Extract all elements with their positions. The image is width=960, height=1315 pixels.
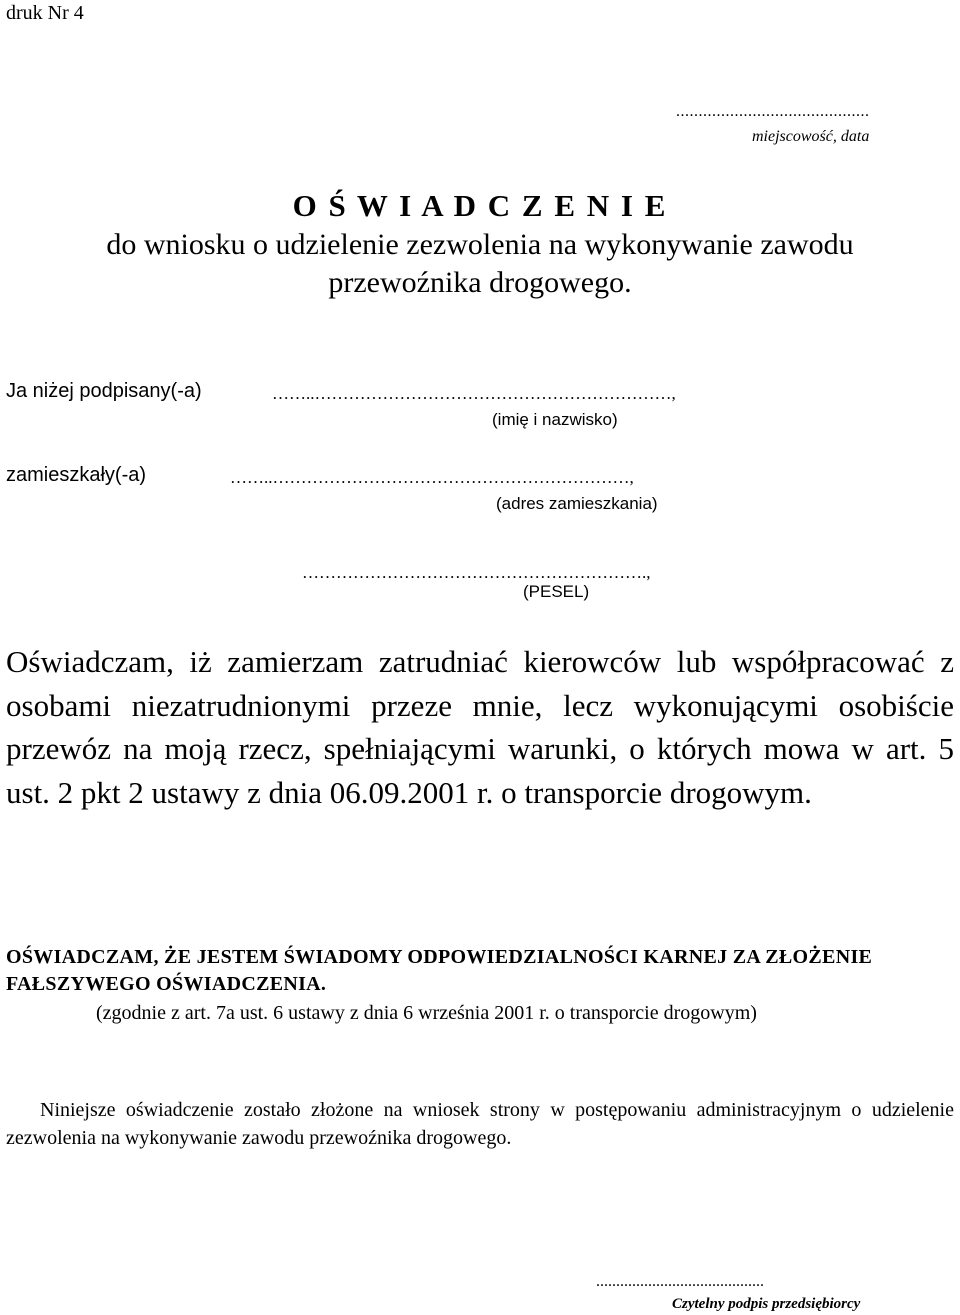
document-subtitle-line-2: przewoźnika drogowego.	[328, 266, 632, 299]
pesel-field-line: …………………………………………………….,	[302, 563, 651, 582]
pesel-field-hint: (PESEL)	[523, 582, 590, 601]
document-title: O Ś W I A D C Z E N I E	[292, 188, 668, 223]
address-field-line: ……..………………………………………………………,	[230, 468, 634, 487]
address-field-label: zamieszkały(-a)	[6, 464, 147, 486]
name-field-hint: (imię i nazwisko)	[492, 410, 618, 429]
name-field-label: Ja niżej podpisany(-a)	[6, 380, 202, 402]
signature-line: ..........................................	[596, 1273, 764, 1290]
place-date-line: ...........................................	[676, 103, 870, 120]
declaration-paragraph: Oświadczam, iż zamierzam zatrudniać kierowców lub współpracować z osobami niezatrudnionymi przeze mnie, lecz wykonującymi osobiście przewóz na moją rzecz, spełniającymi warunki, o których mowa w art. 5 ust. 2 pkt 2 ustawy z dnia 06.09.2001 r. o transporcie drogowym.	[6, 644, 954, 810]
place-date-label: miejscowość, data	[752, 128, 870, 145]
document-number: druk Nr 4	[6, 2, 84, 24]
document-subtitle-line-1: do wniosku o udzielenie zezwolenia na wykonywanie zawodu	[106, 228, 854, 261]
submission-note: Niniejsze oświadczenie zostało złożone na wniosek strony w postępowaniu administracyjnym o udzielenie zezwolenia na wykonywanie zawodu przewoźnika drogowego.	[6, 1099, 954, 1149]
address-field-hint: (adres zamieszkania)	[496, 494, 658, 513]
liability-warning: OŚWIADCZAM, ŻE JESTEM ŚWIADOMY ODPOWIEDZIALNOŚCI KARNEJ ZA ZŁOŻENIE FAŁSZYWEGO OŚWIADCZENIA.	[6, 946, 873, 995]
signature-label: Czytelny podpis przedsiębiorcy	[672, 1296, 861, 1312]
name-field-line: ……..………………………………………………………,	[272, 384, 676, 403]
legal-basis-note: (zgodnie z art. 7a ust. 6 ustawy z dnia 6 września 2001 r. o transporcie drogowym)	[96, 1002, 757, 1024]
